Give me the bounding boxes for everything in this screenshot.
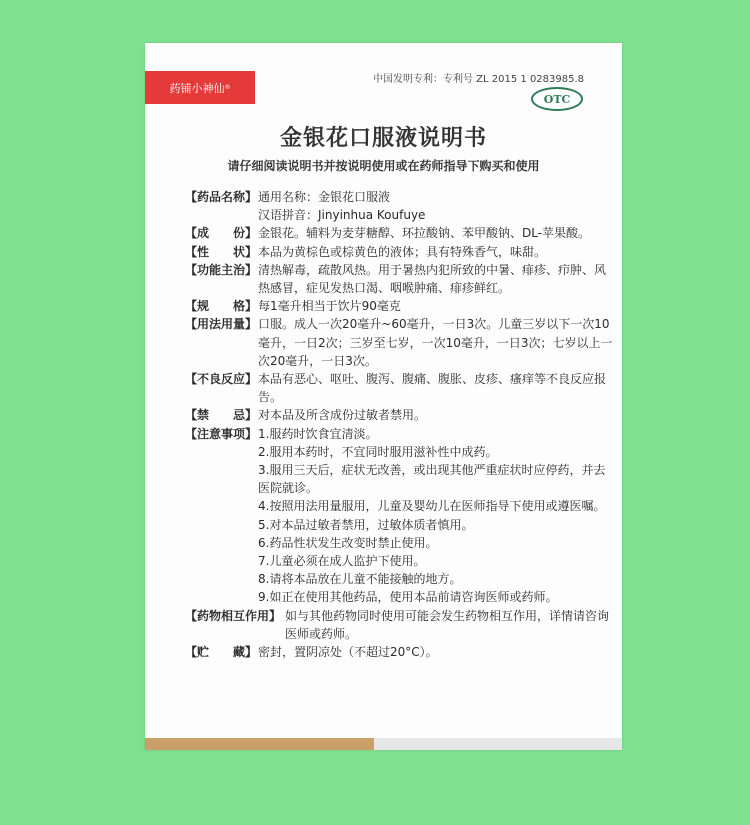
patent-number: 中国发明专利：专利号 ZL 2015 1 0283985.8 — [373, 74, 585, 85]
section-label: 【成 份】 — [185, 226, 258, 241]
precaution-item: 1.服药时饮食宜清淡。 — [258, 426, 378, 441]
section-appearance — [185, 243, 617, 261]
section-text: 如与其他药物同时使用可能会发生药物相互作用，详情请咨询医师或药师。 — [285, 608, 610, 641]
section-label: 【功能主治】 — [185, 262, 258, 277]
leaflet-subtitle: 请仔细阅读说明书并按说明使用或在药师指导下购买和使用 — [227, 159, 540, 173]
brand-name: 药铺小神仙 — [169, 81, 225, 95]
section-contraindications — [185, 406, 617, 424]
leaflet-body — [185, 188, 617, 661]
section-label: 【注意事项】 — [185, 426, 258, 441]
section-text: 密封，置阴凉处（不超过20°C）。 — [258, 645, 438, 660]
section-storage — [185, 643, 617, 661]
section-drug-name — [185, 188, 617, 224]
precaution-item: 5.对本品过敏者禁用，过敏体质者慎用。 — [258, 517, 474, 532]
section-text: 每1毫升相当于饮片90毫克 — [258, 299, 401, 314]
section-text: 本品有恶心、呕吐、腹泻、腹痛、腹胀、皮疹、瘙痒等不良反应报告。 — [258, 372, 607, 405]
section-text: 金银花。辅料为麦芽糖醇、环拉酸钠、苯甲酸钠、DL-苹果酸。 — [258, 226, 591, 241]
precaution-item: 2.服用本药时，不宜同时服用滋补性中成药。 — [258, 444, 498, 459]
section-ingredients — [185, 224, 617, 242]
section-label: 【贮 藏】 — [185, 645, 258, 660]
precaution-item: 8.请将本品放在儿童不能接触的地方。 — [258, 572, 462, 587]
section-text: 对本品及所含成份过敏者禁用。 — [258, 408, 427, 423]
section-text: 口服。成人一次20毫升~60毫升，一日3次。儿童三岁以下一次10毫升，一日2次；三岁至七岁，一次10毫升，一日3次；七岁以上一次20毫升，一日3次。 — [258, 317, 613, 368]
section-label: 【药物相互作用】 — [185, 608, 282, 623]
precaution-item: 4.按照用法用量服用，儿童及婴幼儿在医师指导下使用或遵医嘱。 — [258, 499, 606, 514]
precaution-item: 3.服用三天后，症状无改善，或出现其他严重症状时应停药，并去医院就诊。 — [258, 463, 606, 496]
drug-leaflet — [145, 43, 622, 750]
section-label: 【禁 忌】 — [185, 408, 258, 423]
precaution-item: 7.儿童必须在成人监护下使用。 — [258, 554, 426, 569]
section-text: 本品为黄棕色或棕黄色的液体；具有特殊香气，味甜。 — [258, 244, 547, 259]
section-adverse-reactions — [185, 370, 617, 406]
section-spec — [185, 297, 617, 315]
section-label: 【性 状】 — [185, 244, 258, 259]
section-label: 【规 格】 — [185, 299, 258, 314]
brand-logo — [145, 71, 255, 104]
section-function — [185, 261, 617, 297]
otc-badge: OTC — [531, 87, 583, 111]
generic-name: 通用名称：金银花口服液 — [258, 190, 391, 204]
precaution-item: 6.药品性状发生改变时禁止使用。 — [258, 535, 438, 550]
section-text: 清热解毒，疏散风热。用于暑热内犯所致的中暑、痱疹、疖肿、风热感冒，症见发热口渴、咽喉肿痛、痱疹鲜红。 — [258, 262, 607, 296]
section-usage — [185, 315, 617, 370]
registered-mark: ® — [224, 84, 231, 91]
pinyin-name: 汉语拼音：Jinyinhua Koufuye — [258, 208, 426, 223]
section-drug-interactions — [185, 607, 617, 643]
section-label: 【不良反应】 — [185, 372, 258, 387]
section-label: 【药品名称】 — [185, 190, 258, 204]
bottom-color-strip — [145, 738, 622, 750]
precaution-item: 9.如正在使用其他药品，使用本品前请咨询医师或药师。 — [258, 590, 558, 605]
section-precautions — [185, 425, 617, 607]
section-label: 【用法用量】 — [185, 317, 258, 332]
leaflet-title: 金银花口服液说明书 — [279, 126, 487, 151]
